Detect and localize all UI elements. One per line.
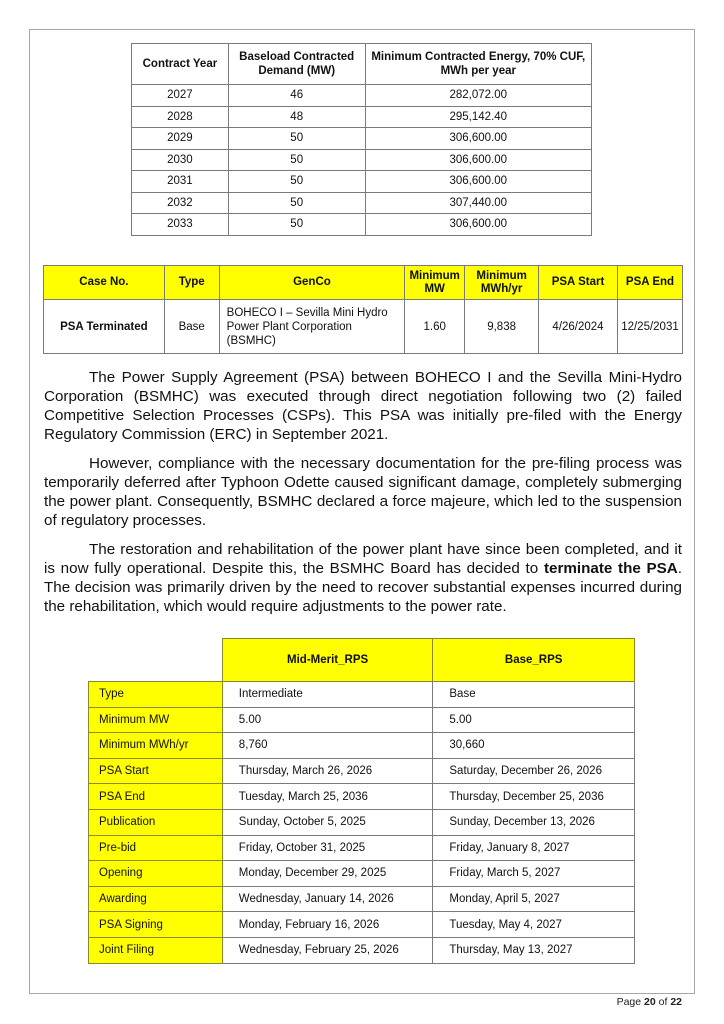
- contract-year-cell: 2033: [132, 214, 229, 236]
- column-header: Contract Year: [132, 44, 229, 85]
- table-header-row: [132, 44, 592, 85]
- contract-year-cell: 2027: [132, 85, 229, 107]
- psa-end-cell: 12/25/2031: [617, 300, 682, 354]
- row-label-cell: Pre-bid: [89, 835, 223, 861]
- row-label-cell: PSA Signing: [89, 912, 223, 938]
- table-row: [89, 758, 635, 784]
- mid-merit-cell: Wednesday, February 25, 2026: [222, 937, 433, 963]
- contracted-energy-cell: 295,142.40: [365, 106, 591, 128]
- contract-year-cell: 2032: [132, 192, 229, 214]
- page-footer: [617, 996, 682, 1008]
- contracted-demand-cell: 50: [228, 171, 365, 193]
- contract-year-table: [131, 43, 592, 236]
- column-header: Case No.: [44, 266, 165, 300]
- table-row: [132, 106, 592, 128]
- paragraph-termination: [44, 540, 682, 616]
- column-header: Minimum Contracted Energy, 70% CUF, MWh per year: [365, 44, 591, 85]
- page-total: 22: [670, 996, 682, 1008]
- base-cell: Friday, March 5, 2027: [433, 861, 635, 887]
- base-cell: Tuesday, May 4, 2027: [433, 912, 635, 938]
- contracted-demand-cell: 46: [228, 85, 365, 107]
- contracted-energy-cell: 307,440.00: [365, 192, 591, 214]
- table-row: [132, 128, 592, 150]
- table-row: [89, 861, 635, 887]
- mid-merit-cell: Intermediate: [222, 682, 433, 708]
- base-cell: Base: [433, 682, 635, 708]
- contracted-demand-cell: 50: [228, 128, 365, 150]
- table-row: [89, 809, 635, 835]
- table-row: [89, 682, 635, 708]
- table-row: [89, 886, 635, 912]
- contracted-demand-cell: 50: [228, 192, 365, 214]
- mid-merit-cell: Monday, December 29, 2025: [222, 861, 433, 887]
- rps-schedule-table: [88, 638, 635, 964]
- contract-year-cell: 2030: [132, 149, 229, 171]
- row-label-cell: Awarding: [89, 886, 223, 912]
- contracted-energy-cell: 306,600.00: [365, 149, 591, 171]
- minimum-mwh-cell: 9,838: [465, 300, 539, 354]
- contracted-demand-cell: 48: [228, 106, 365, 128]
- table-row: [89, 835, 635, 861]
- table-row: [132, 192, 592, 214]
- table-row: [89, 912, 635, 938]
- contracted-energy-cell: 306,600.00: [365, 128, 591, 150]
- of-label: of: [658, 996, 668, 1008]
- table-row: [89, 707, 635, 733]
- base-cell: Monday, April 5, 2027: [433, 886, 635, 912]
- mid-merit-cell: Wednesday, January 14, 2026: [222, 886, 433, 912]
- mid-merit-cell: Sunday, October 5, 2025: [222, 809, 433, 835]
- case-no-cell: PSA Terminated: [44, 300, 165, 354]
- base-cell: Friday, January 8, 2027: [433, 835, 635, 861]
- contract-year-cell: 2031: [132, 171, 229, 193]
- mid-merit-cell: 8,760: [222, 733, 433, 759]
- termination-text-end: . The decision was primarily driven by the need to recover substantial expenses incurred during the rehabilitation, which would require adjustments to the power rate.: [44, 560, 682, 615]
- table-row: [132, 85, 592, 107]
- contracted-energy-cell: 306,600.00: [365, 171, 591, 193]
- termination-text: The restoration and rehabilitation of the power plant have since been completed, and it is now fully operational. Despite this, the BSMHC Board has decided to: [44, 541, 682, 577]
- psa-terminated-table: [43, 265, 683, 354]
- contracted-demand-cell: 50: [228, 149, 365, 171]
- type-cell: Base: [164, 300, 219, 354]
- column-header-mid-merit: Mid-Merit_RPS: [222, 639, 433, 682]
- base-cell: Saturday, December 26, 2026: [433, 758, 635, 784]
- row-label-cell: PSA End: [89, 784, 223, 810]
- column-header-base: Base_RPS: [433, 639, 635, 682]
- contracted-demand-cell: 50: [228, 214, 365, 236]
- table-row: [132, 171, 592, 193]
- page-label: Page: [616, 996, 642, 1008]
- paragraph-psa-background: The Power Supply Agreement (PSA) between BOHECO I and the Sevilla Mini-Hydro Corporation (BSMHC) was executed through direct negotiation following two (2) failed Competitive Selection Processes (CSPs). This PSA was initially pre-filed with the Energy Regulatory Commission (ERC) in September 2021.: [44, 369, 682, 443]
- mid-merit-cell: Tuesday, March 25, 2036: [222, 784, 433, 810]
- mid-merit-cell: Monday, February 16, 2026: [222, 912, 433, 938]
- psa-start-cell: 4/26/2024: [539, 300, 618, 354]
- column-header: Minimum MWh/yr: [465, 266, 539, 300]
- column-header: Minimum MW: [405, 266, 465, 300]
- page-current: 20: [644, 996, 656, 1008]
- base-cell: Thursday, May 13, 2027: [433, 937, 635, 963]
- base-cell: 5.00: [433, 707, 635, 733]
- base-cell: 30,660: [433, 733, 635, 759]
- contracted-energy-cell: 306,600.00: [365, 214, 591, 236]
- genco-cell: BOHECO I – Sevilla Mini Hydro Power Plant Corporation (BSMHC): [219, 300, 405, 354]
- minimum-mw-cell: 1.60: [405, 300, 465, 354]
- row-label-cell: Publication: [89, 809, 223, 835]
- base-cell: Thursday, December 25, 2036: [433, 784, 635, 810]
- termination-emphasis: terminate the PSA: [543, 560, 678, 577]
- row-label-cell: Joint Filing: [89, 937, 223, 963]
- base-cell: Sunday, December 13, 2026: [433, 809, 635, 835]
- table-row: [89, 937, 635, 963]
- contract-year-cell: 2028: [132, 106, 229, 128]
- mid-merit-cell: Thursday, March 26, 2026: [222, 758, 433, 784]
- column-header: Baseload Contracted Demand (MW): [228, 44, 365, 85]
- paragraph-typhoon-deferral: However, compliance with the necessary documentation for the pre-filing process was temporarily deferred after Typhoon Odette caused significant damage, completely submerging the power plant. Consequently, BSMHC declared a force majeure, which led to the suspension of regulatory processes.: [44, 455, 682, 529]
- row-label-cell: Opening: [89, 861, 223, 887]
- column-header: PSA Start: [539, 266, 618, 300]
- column-header: PSA End: [617, 266, 682, 300]
- mid-merit-cell: 5.00: [222, 707, 433, 733]
- row-label-cell: PSA Start: [89, 758, 223, 784]
- table-row: [132, 149, 592, 171]
- table-row: [89, 733, 635, 759]
- mid-merit-cell: Friday, October 31, 2025: [222, 835, 433, 861]
- row-label-cell: Type: [89, 682, 223, 708]
- row-label-cell: Minimum MW: [89, 707, 223, 733]
- column-header: GenCo: [219, 266, 405, 300]
- table-row: [89, 784, 635, 810]
- table-row: [132, 214, 592, 236]
- contract-year-cell: 2029: [132, 128, 229, 150]
- table-header-row: [89, 639, 635, 682]
- empty-header-cell: [89, 639, 223, 682]
- row-label-cell: Minimum MWh/yr: [89, 733, 223, 759]
- table-header-row: [44, 266, 683, 300]
- contracted-energy-cell: 282,072.00: [365, 85, 591, 107]
- table-row: [44, 300, 683, 354]
- column-header: Type: [164, 266, 219, 300]
